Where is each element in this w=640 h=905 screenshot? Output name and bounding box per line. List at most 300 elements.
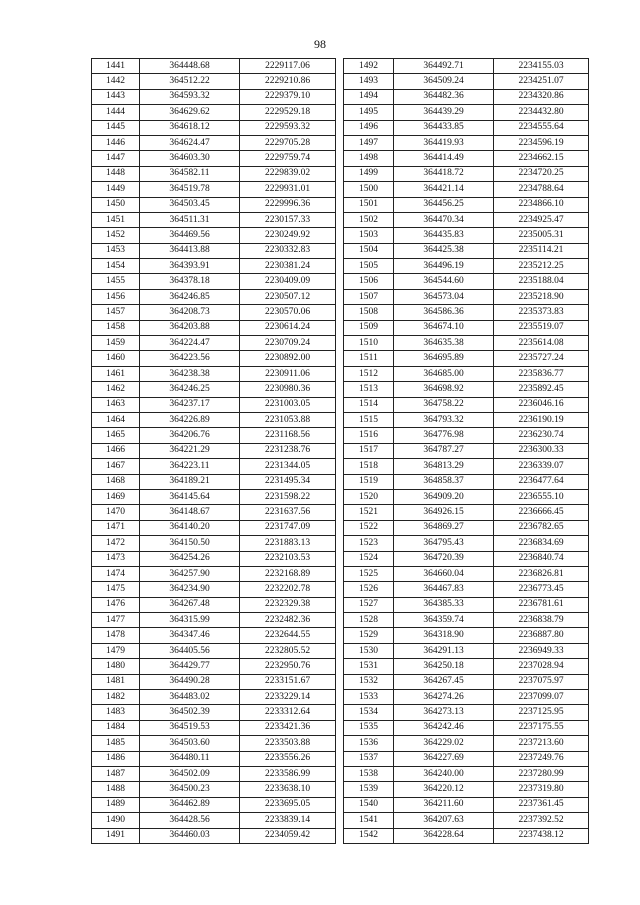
table-row (344, 613, 589, 628)
point-number-cell: 1454 (92, 259, 140, 274)
x-coordinate-cell: 364629.62 (140, 105, 240, 120)
y-coordinate-cell: 2235892.45 (494, 382, 589, 397)
point-number-cell: 1492 (344, 59, 394, 74)
y-coordinate-cell: 2229593.32 (240, 120, 336, 135)
table-row (344, 597, 589, 612)
y-coordinate-cell: 2230614.24 (240, 320, 336, 335)
y-coordinate-cell: 2235614.08 (494, 336, 589, 351)
table-row (92, 828, 336, 843)
point-number-cell: 1524 (344, 551, 394, 566)
coordinate-table-right (343, 58, 589, 844)
x-coordinate-cell: 364483.02 (140, 690, 240, 705)
point-number-cell: 1517 (344, 443, 394, 458)
point-number-cell: 1472 (92, 536, 140, 551)
point-number-cell: 1527 (344, 597, 394, 612)
y-coordinate-cell: 2231598.22 (240, 489, 336, 504)
table-row (92, 135, 336, 150)
table-row (92, 89, 336, 104)
y-coordinate-cell: 2236840.74 (494, 551, 589, 566)
point-number-cell: 1465 (92, 428, 140, 443)
table-row (92, 782, 336, 797)
x-coordinate-cell: 364246.85 (140, 289, 240, 304)
x-coordinate-cell: 364519.78 (140, 182, 240, 197)
point-number-cell: 1453 (92, 243, 140, 258)
x-coordinate-cell: 364698.92 (394, 382, 494, 397)
point-number-cell: 1488 (92, 782, 140, 797)
y-coordinate-cell: 2237175.55 (494, 720, 589, 735)
y-coordinate-cell: 2232805.52 (240, 643, 336, 658)
point-number-cell: 1512 (344, 366, 394, 381)
y-coordinate-cell: 2234866.10 (494, 197, 589, 212)
point-number-cell: 1459 (92, 336, 140, 351)
point-number-cell: 1491 (92, 828, 140, 843)
table-row (344, 397, 589, 412)
y-coordinate-cell: 2233695.05 (240, 797, 336, 812)
table-row (344, 751, 589, 766)
x-coordinate-cell: 364227.69 (394, 751, 494, 766)
point-number-cell: 1446 (92, 135, 140, 150)
point-number-cell: 1504 (344, 243, 394, 258)
y-coordinate-cell: 2232329.38 (240, 597, 336, 612)
table-row (92, 305, 336, 320)
x-coordinate-cell: 364573.04 (394, 289, 494, 304)
y-coordinate-cell: 2231495.34 (240, 474, 336, 489)
x-coordinate-cell: 364502.39 (140, 705, 240, 720)
table-row (344, 828, 589, 843)
x-coordinate-cell: 364695.89 (394, 351, 494, 366)
y-coordinate-cell: 2233312.64 (240, 705, 336, 720)
point-number-cell: 1499 (344, 166, 394, 181)
y-coordinate-cell: 2237249.76 (494, 751, 589, 766)
y-coordinate-cell: 2230157.33 (240, 212, 336, 227)
point-number-cell: 1466 (92, 443, 140, 458)
x-coordinate-cell: 364145.64 (140, 489, 240, 504)
point-number-cell: 1541 (344, 813, 394, 828)
point-number-cell: 1450 (92, 197, 140, 212)
table-row (344, 74, 589, 89)
point-number-cell: 1443 (92, 89, 140, 104)
y-coordinate-cell: 2231883.13 (240, 536, 336, 551)
x-coordinate-cell: 364660.04 (394, 566, 494, 581)
point-number-cell: 1516 (344, 428, 394, 443)
y-coordinate-cell: 2234059.42 (240, 828, 336, 843)
x-coordinate-cell: 364512.22 (140, 74, 240, 89)
x-coordinate-cell: 364869.27 (394, 520, 494, 535)
point-number-cell: 1442 (92, 74, 140, 89)
y-coordinate-cell: 2233638.10 (240, 782, 336, 797)
table-row (344, 813, 589, 828)
x-coordinate-cell: 364462.89 (140, 797, 240, 812)
x-coordinate-cell: 364246.25 (140, 382, 240, 397)
y-coordinate-cell: 2235373.83 (494, 305, 589, 320)
x-coordinate-cell: 364273.13 (394, 705, 494, 720)
point-number-cell: 1542 (344, 828, 394, 843)
y-coordinate-cell: 2231168.56 (240, 428, 336, 443)
y-coordinate-cell: 2236838.79 (494, 613, 589, 628)
x-coordinate-cell: 364267.48 (140, 597, 240, 612)
x-coordinate-cell: 364470.34 (394, 212, 494, 227)
x-coordinate-cell: 364624.47 (140, 135, 240, 150)
table-row (344, 582, 589, 597)
point-number-cell: 1514 (344, 397, 394, 412)
point-number-cell: 1482 (92, 690, 140, 705)
table-row (92, 674, 336, 689)
point-number-cell: 1481 (92, 674, 140, 689)
x-coordinate-cell: 364421.14 (394, 182, 494, 197)
table-row (92, 474, 336, 489)
x-coordinate-cell: 364419.93 (394, 135, 494, 150)
table-row (92, 505, 336, 520)
y-coordinate-cell: 2229996.36 (240, 197, 336, 212)
table-row (92, 813, 336, 828)
x-coordinate-cell: 364496.19 (394, 259, 494, 274)
table-row (92, 166, 336, 181)
y-coordinate-cell: 2237099.07 (494, 690, 589, 705)
point-number-cell: 1509 (344, 320, 394, 335)
table-row (92, 459, 336, 474)
table-row (344, 89, 589, 104)
table-row (344, 428, 589, 443)
point-number-cell: 1483 (92, 705, 140, 720)
table-row (344, 228, 589, 243)
x-coordinate-cell: 364189.21 (140, 474, 240, 489)
x-coordinate-cell: 364500.23 (140, 782, 240, 797)
y-coordinate-cell: 2235114.21 (494, 243, 589, 258)
x-coordinate-cell: 364439.29 (394, 105, 494, 120)
y-coordinate-cell: 2234925.47 (494, 212, 589, 227)
x-coordinate-cell: 364223.56 (140, 351, 240, 366)
point-number-cell: 1518 (344, 459, 394, 474)
point-number-cell: 1494 (344, 89, 394, 104)
x-coordinate-cell: 364490.28 (140, 674, 240, 689)
table-row (92, 428, 336, 443)
table-row (92, 720, 336, 735)
y-coordinate-cell: 2235218.90 (494, 289, 589, 304)
x-coordinate-cell: 364428.56 (140, 813, 240, 828)
y-coordinate-cell: 2230381.24 (240, 259, 336, 274)
table-row (92, 366, 336, 381)
table-row (344, 166, 589, 181)
table-row (92, 797, 336, 812)
point-number-cell: 1463 (92, 397, 140, 412)
y-coordinate-cell: 2230507.12 (240, 289, 336, 304)
table-row (92, 613, 336, 628)
x-coordinate-cell: 364221.29 (140, 443, 240, 458)
x-coordinate-cell: 364425.38 (394, 243, 494, 258)
x-coordinate-cell: 364858.37 (394, 474, 494, 489)
x-coordinate-cell: 364787.27 (394, 443, 494, 458)
point-number-cell: 1533 (344, 690, 394, 705)
x-coordinate-cell: 364405.56 (140, 643, 240, 658)
x-coordinate-cell: 364150.50 (140, 536, 240, 551)
table-row (92, 705, 336, 720)
table-row (92, 489, 336, 504)
table-row (344, 366, 589, 381)
y-coordinate-cell: 2233586.99 (240, 766, 336, 781)
x-coordinate-cell: 364418.72 (394, 166, 494, 181)
x-coordinate-cell: 364315.99 (140, 613, 240, 628)
table-row (344, 243, 589, 258)
y-coordinate-cell: 2234596.19 (494, 135, 589, 150)
point-number-cell: 1468 (92, 474, 140, 489)
y-coordinate-cell: 2236826.81 (494, 566, 589, 581)
y-coordinate-cell: 2230980.36 (240, 382, 336, 397)
y-coordinate-cell: 2229117.06 (240, 59, 336, 74)
table-row (344, 151, 589, 166)
point-number-cell: 1452 (92, 228, 140, 243)
point-number-cell: 1467 (92, 459, 140, 474)
table-row (92, 228, 336, 243)
table-row (344, 274, 589, 289)
x-coordinate-cell: 364795.43 (394, 536, 494, 551)
page-number: 98 (314, 37, 326, 51)
point-number-cell: 1456 (92, 289, 140, 304)
y-coordinate-cell: 2236773.45 (494, 582, 589, 597)
table-row (344, 690, 589, 705)
x-coordinate-cell: 364206.76 (140, 428, 240, 443)
y-coordinate-cell: 2234155.03 (494, 59, 589, 74)
table-row (344, 259, 589, 274)
table-row (92, 520, 336, 535)
point-number-cell: 1474 (92, 566, 140, 581)
x-coordinate-cell: 364909.20 (394, 489, 494, 504)
point-number-cell: 1538 (344, 766, 394, 781)
y-coordinate-cell: 2237075.97 (494, 674, 589, 689)
table-row (92, 320, 336, 335)
x-coordinate-cell: 364291.13 (394, 643, 494, 658)
x-coordinate-cell: 364318.90 (394, 628, 494, 643)
table-row (92, 351, 336, 366)
point-number-cell: 1471 (92, 520, 140, 535)
y-coordinate-cell: 2236666.45 (494, 505, 589, 520)
table-row (92, 551, 336, 566)
x-coordinate-cell: 364223.11 (140, 459, 240, 474)
point-number-cell: 1520 (344, 489, 394, 504)
point-number-cell: 1473 (92, 551, 140, 566)
y-coordinate-cell: 2233503.88 (240, 736, 336, 751)
x-coordinate-cell: 364758.22 (394, 397, 494, 412)
y-coordinate-cell: 2233556.26 (240, 751, 336, 766)
x-coordinate-cell: 364467.83 (394, 582, 494, 597)
point-number-cell: 1529 (344, 628, 394, 643)
point-number-cell: 1503 (344, 228, 394, 243)
x-coordinate-cell: 364242.46 (394, 720, 494, 735)
x-coordinate-cell: 364238.38 (140, 366, 240, 381)
x-coordinate-cell: 364618.12 (140, 120, 240, 135)
point-number-cell: 1493 (344, 74, 394, 89)
y-coordinate-cell: 2236477.64 (494, 474, 589, 489)
point-number-cell: 1479 (92, 643, 140, 658)
x-coordinate-cell: 364140.20 (140, 520, 240, 535)
table-row (92, 151, 336, 166)
point-number-cell: 1458 (92, 320, 140, 335)
point-number-cell: 1445 (92, 120, 140, 135)
y-coordinate-cell: 2233421.36 (240, 720, 336, 735)
x-coordinate-cell: 364250.18 (394, 659, 494, 674)
table-row (344, 551, 589, 566)
y-coordinate-cell: 2234788.64 (494, 182, 589, 197)
point-number-cell: 1523 (344, 536, 394, 551)
point-number-cell: 1530 (344, 643, 394, 658)
point-number-cell: 1469 (92, 489, 140, 504)
y-coordinate-cell: 2234662.15 (494, 151, 589, 166)
y-coordinate-cell: 2233229.14 (240, 690, 336, 705)
x-coordinate-cell: 364211.60 (394, 797, 494, 812)
point-number-cell: 1522 (344, 520, 394, 535)
y-coordinate-cell: 2230249.92 (240, 228, 336, 243)
y-coordinate-cell: 2230911.06 (240, 366, 336, 381)
table-row (92, 182, 336, 197)
x-coordinate-cell: 364544.60 (394, 274, 494, 289)
y-coordinate-cell: 2237361.45 (494, 797, 589, 812)
point-number-cell: 1534 (344, 705, 394, 720)
point-number-cell: 1461 (92, 366, 140, 381)
table-row (344, 489, 589, 504)
point-number-cell: 1470 (92, 505, 140, 520)
table-row (344, 212, 589, 227)
x-coordinate-cell: 364593.32 (140, 89, 240, 104)
y-coordinate-cell: 2237319.80 (494, 782, 589, 797)
x-coordinate-cell: 364226.89 (140, 412, 240, 427)
table-row (344, 351, 589, 366)
y-coordinate-cell: 2236300.33 (494, 443, 589, 458)
y-coordinate-cell: 2231344.05 (240, 459, 336, 474)
point-number-cell: 1511 (344, 351, 394, 366)
x-coordinate-cell: 364207.63 (394, 813, 494, 828)
table-row (344, 536, 589, 551)
y-coordinate-cell: 2231747.09 (240, 520, 336, 535)
table-row (344, 336, 589, 351)
point-number-cell: 1508 (344, 305, 394, 320)
y-coordinate-cell: 2229931.01 (240, 182, 336, 197)
x-coordinate-cell: 364586.36 (394, 305, 494, 320)
table-row (92, 212, 336, 227)
x-coordinate-cell: 364224.47 (140, 336, 240, 351)
table-row (92, 74, 336, 89)
y-coordinate-cell: 2232482.36 (240, 613, 336, 628)
point-number-cell: 1455 (92, 274, 140, 289)
point-number-cell: 1505 (344, 259, 394, 274)
point-number-cell: 1501 (344, 197, 394, 212)
point-number-cell: 1441 (92, 59, 140, 74)
point-number-cell: 1495 (344, 105, 394, 120)
x-coordinate-cell: 364511.31 (140, 212, 240, 227)
x-coordinate-cell: 364347.46 (140, 628, 240, 643)
table-row (344, 59, 589, 74)
point-number-cell: 1510 (344, 336, 394, 351)
y-coordinate-cell: 2237280.99 (494, 766, 589, 781)
table-row (344, 505, 589, 520)
point-number-cell: 1528 (344, 613, 394, 628)
x-coordinate-cell: 364267.45 (394, 674, 494, 689)
table-row (344, 643, 589, 658)
y-coordinate-cell: 2237392.52 (494, 813, 589, 828)
point-number-cell: 1480 (92, 659, 140, 674)
y-coordinate-cell: 2234320.86 (494, 89, 589, 104)
point-number-cell: 1500 (344, 182, 394, 197)
table-row (344, 459, 589, 474)
x-coordinate-cell: 364148.67 (140, 505, 240, 520)
point-number-cell: 1477 (92, 613, 140, 628)
point-number-cell: 1444 (92, 105, 140, 120)
x-coordinate-cell: 364503.45 (140, 197, 240, 212)
table-row (92, 197, 336, 212)
table-row (344, 566, 589, 581)
y-coordinate-cell: 2233839.14 (240, 813, 336, 828)
table-row (92, 382, 336, 397)
y-coordinate-cell: 2236555.10 (494, 489, 589, 504)
table-row (92, 751, 336, 766)
point-number-cell: 1497 (344, 135, 394, 150)
point-number-cell: 1536 (344, 736, 394, 751)
point-number-cell: 1486 (92, 751, 140, 766)
x-coordinate-cell: 364435.83 (394, 228, 494, 243)
y-coordinate-cell: 2233151.67 (240, 674, 336, 689)
point-number-cell: 1449 (92, 182, 140, 197)
point-number-cell: 1478 (92, 628, 140, 643)
y-coordinate-cell: 2232644.55 (240, 628, 336, 643)
x-coordinate-cell: 364220.12 (394, 782, 494, 797)
point-number-cell: 1532 (344, 674, 394, 689)
x-coordinate-cell: 364208.73 (140, 305, 240, 320)
table-row (92, 643, 336, 658)
x-coordinate-cell: 364492.71 (394, 59, 494, 74)
point-number-cell: 1506 (344, 274, 394, 289)
y-coordinate-cell: 2234555.64 (494, 120, 589, 135)
table-row (92, 259, 336, 274)
table-row (344, 720, 589, 735)
x-coordinate-cell: 364519.53 (140, 720, 240, 735)
x-coordinate-cell: 364460.03 (140, 828, 240, 843)
y-coordinate-cell: 2236834.69 (494, 536, 589, 551)
table-row (344, 182, 589, 197)
y-coordinate-cell: 2237125.95 (494, 705, 589, 720)
x-coordinate-cell: 364813.29 (394, 459, 494, 474)
table-row (344, 443, 589, 458)
point-number-cell: 1526 (344, 582, 394, 597)
table-row (92, 243, 336, 258)
table-row (344, 474, 589, 489)
x-coordinate-cell: 364448.68 (140, 59, 240, 74)
x-coordinate-cell: 364582.11 (140, 166, 240, 181)
y-coordinate-cell: 2235188.04 (494, 274, 589, 289)
table-row (92, 443, 336, 458)
x-coordinate-cell: 364502.09 (140, 766, 240, 781)
y-coordinate-cell: 2235212.25 (494, 259, 589, 274)
table-row (344, 705, 589, 720)
x-coordinate-cell: 364234.90 (140, 582, 240, 597)
y-coordinate-cell: 2236887.80 (494, 628, 589, 643)
y-coordinate-cell: 2237028.94 (494, 659, 589, 674)
table-row (92, 659, 336, 674)
y-coordinate-cell: 2232950.76 (240, 659, 336, 674)
point-number-cell: 1462 (92, 382, 140, 397)
y-coordinate-cell: 2234432.80 (494, 105, 589, 120)
table-row (92, 766, 336, 781)
point-number-cell: 1535 (344, 720, 394, 735)
y-coordinate-cell: 2236949.33 (494, 643, 589, 658)
point-number-cell: 1476 (92, 597, 140, 612)
x-coordinate-cell: 364414.49 (394, 151, 494, 166)
point-number-cell: 1502 (344, 212, 394, 227)
table-row (344, 736, 589, 751)
y-coordinate-cell: 2231053.88 (240, 412, 336, 427)
table-row (92, 274, 336, 289)
x-coordinate-cell: 364254.26 (140, 551, 240, 566)
table-row (344, 305, 589, 320)
y-coordinate-cell: 2236339.07 (494, 459, 589, 474)
y-coordinate-cell: 2229210.86 (240, 74, 336, 89)
